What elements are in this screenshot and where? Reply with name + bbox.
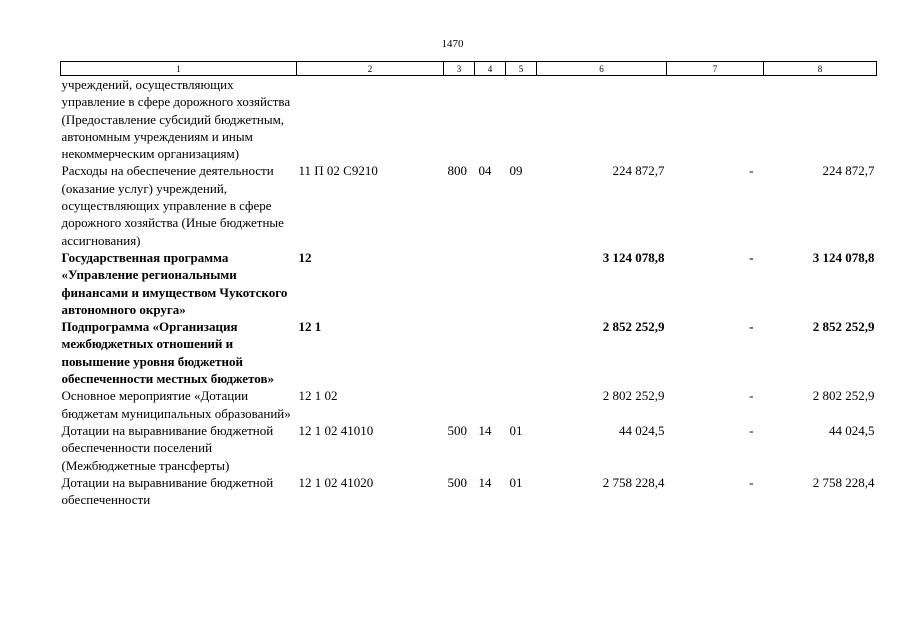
budget-table	[60, 61, 877, 508]
row-expense-type	[444, 387, 475, 422]
row-amount: 224 872,7	[612, 163, 665, 179]
row-section	[475, 318, 506, 387]
row-name: Расходы на обеспечение деятельности (оказание услуг) учреждений, осуществляющих управление в сфере дорожного хозяйства (Иные бюджетные ассигнования)	[61, 163, 284, 248]
row-name: Дотации на выравнивание бюджетной обеспеченности	[61, 474, 274, 508]
row-expense-type: 800	[447, 163, 467, 179]
row-section: 14	[478, 474, 492, 490]
row-subsection	[506, 387, 537, 422]
row-target-code: 12 1	[298, 319, 322, 335]
header-col-5: 5	[506, 62, 537, 76]
row-total: 2 802 252,9	[812, 388, 875, 404]
row-expense-type: 500	[447, 422, 467, 438]
row-target-code: 12 1 02	[298, 388, 338, 404]
header-col-2: 2	[297, 62, 444, 76]
row-total: 44 024,5	[829, 422, 875, 438]
table-body	[61, 76, 877, 509]
table-row	[61, 387, 877, 422]
row-amount: 3 124 078,8	[602, 249, 665, 265]
table-row	[61, 474, 877, 509]
row-expense-type	[444, 76, 475, 163]
row-change: -	[749, 163, 754, 179]
page-number: 1470	[441, 38, 464, 50]
row-name: учреждений, осуществляющих управление в сфере дорожного хозяйства (Предоставление субсидий бюджетным, автономным учреждениям и иным некоммерческим организациям)	[61, 77, 291, 162]
row-expense-type: 500	[447, 474, 467, 490]
row-target-code: 12	[298, 249, 312, 265]
table-row	[61, 249, 877, 318]
row-subsection: 01	[509, 422, 523, 438]
row-expense-type	[444, 318, 475, 387]
row-total: 2 852 252,9	[812, 319, 875, 335]
header-col-3: 3	[444, 62, 475, 76]
row-subsection: 09	[509, 163, 523, 179]
row-section	[475, 249, 506, 318]
header-row	[61, 62, 877, 76]
row-target-code: 12 1 02 41010	[298, 422, 374, 438]
row-change: -	[749, 319, 754, 335]
row-amount: 2 802 252,9	[602, 388, 665, 404]
row-change: -	[749, 388, 754, 404]
row-subsection	[506, 249, 537, 318]
header-col-8: 8	[764, 62, 877, 76]
row-target-code: 11 П 02 С9210	[298, 163, 378, 179]
row-name: Государственная программа «Управление региональными финансами и имуществом Чукотского автономного округа»	[61, 249, 288, 317]
row-target-code	[297, 76, 444, 163]
row-change: -	[749, 474, 754, 490]
header-col-1: 1	[61, 62, 297, 76]
row-section	[475, 76, 506, 163]
row-change: -	[749, 249, 754, 265]
header-col-6: 6	[537, 62, 667, 76]
row-subsection: 01	[509, 474, 523, 490]
row-total: 224 872,7	[822, 163, 875, 179]
row-total	[764, 76, 877, 163]
table-header	[61, 62, 877, 76]
header-col-7: 7	[667, 62, 764, 76]
row-change: -	[749, 422, 754, 438]
row-name: Дотации на выравнивание бюджетной обеспеченности поселений (Межбюджетные трансферты)	[61, 422, 274, 473]
row-section	[475, 387, 506, 422]
row-name: Основное мероприятие «Дотации бюджетам муниципальных образований»	[61, 388, 291, 421]
row-amount: 2 758 228,4	[602, 474, 665, 490]
row-change	[667, 76, 764, 163]
row-section: 14	[478, 422, 492, 438]
row-total: 2 758 228,4	[812, 474, 875, 490]
row-total: 3 124 078,8	[812, 249, 875, 265]
header-col-4: 4	[475, 62, 506, 76]
row-amount	[537, 76, 667, 163]
table-row	[61, 76, 877, 163]
row-subsection	[506, 318, 537, 387]
row-amount: 44 024,5	[619, 422, 665, 438]
row-target-code: 12 1 02 41020	[298, 474, 374, 490]
table-row	[61, 422, 877, 474]
table-row	[61, 162, 877, 248]
table-row	[61, 318, 877, 387]
row-expense-type	[444, 249, 475, 318]
row-amount: 2 852 252,9	[602, 319, 665, 335]
row-section: 04	[478, 163, 492, 179]
row-name: Подпрограмма «Организация межбюджетных отношений и повышение уровня бюджетной обеспеченности местных бюджетов»	[61, 319, 274, 387]
row-subsection	[506, 76, 537, 163]
